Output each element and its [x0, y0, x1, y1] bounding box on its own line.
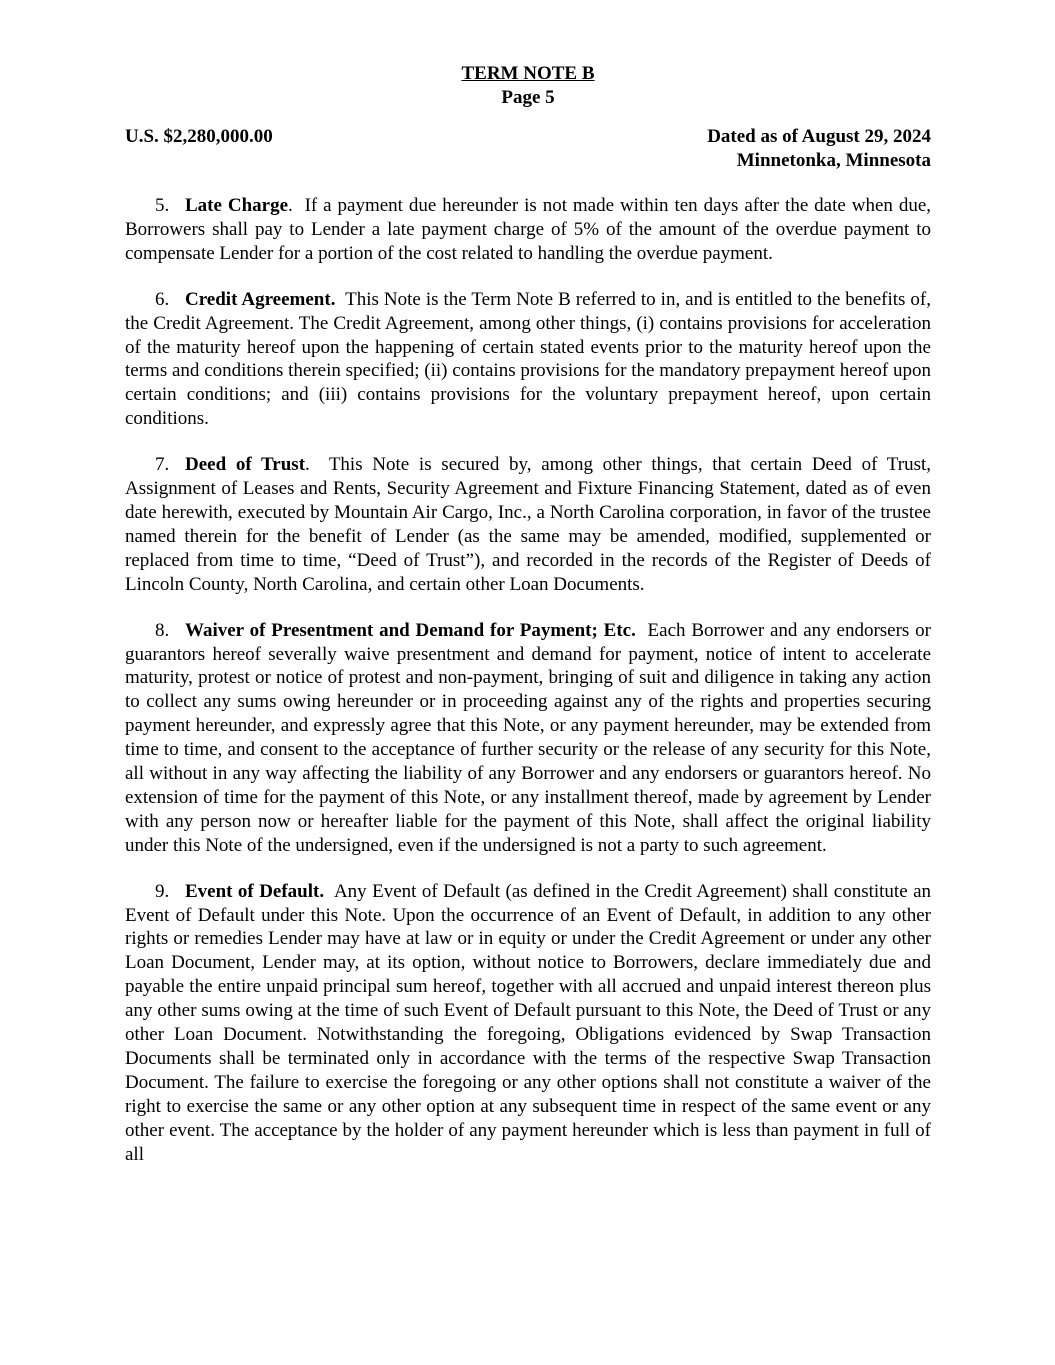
section-heading: Waiver of Presentment and Demand for Payment; Etc.: [185, 619, 636, 641]
section-heading: Event of Default.: [185, 880, 325, 902]
date-and-place: [707, 125, 931, 173]
section-text: This Note is secured by, among other things, that certain Deed of Trust, Assignment of Leases and Rents, Security Agreement and Fixture Financing Statement, dated as of even date herewith, executed by Mountain Air Cargo, Inc., a North Carolina corporation, in favor of the trustee named therein for the benefit of Lender (as the same may be amended, modified, supplemented or replaced from time to time, “Deed of Trust”), and recorded in the records of the Register of Deeds of Lincoln County, North Carolina, and certain other Loan Documents.: [125, 454, 931, 595]
section-text: This Note is the Term Note B referred to in, and is entitled to the benefits of, the Credit Agreement. The Credit Agreement, among other things, (i) contains provisions for acceleration of the maturity hereof upon the happening of certain stated events prior to the maturity hereof upon the terms and conditions therein specified; (ii) contains provisions for the mandatory prepayment hereof upon certain conditions; and (iii) contains provisions for the voluntary prepayment hereof, upon certain conditions.: [125, 288, 931, 430]
section-number: 9.: [155, 880, 170, 902]
section-heading: Late Charge: [185, 195, 289, 216]
heading-punctuation: .: [288, 195, 293, 216]
section-number: 7.: [155, 454, 170, 476]
document-title: TERM NOTE B: [461, 63, 595, 84]
page-number: Page 5: [501, 87, 555, 108]
note-date: Dated as of August 29, 2024: [707, 126, 931, 147]
section-deed-of-trust: [125, 453, 931, 596]
section-text: Any Event of Default (as defined in the Credit Agreement) shall constitute an Event of Default under this Note. Upon the occurrence of an Event of Default, in addition to any other rights or remedies Lender may have at law or in equity or under the Credit Agreement or under any other Loan Document, Lender may, at its option, without notice to Borrowers, declare immediately due and payable the entire unpaid principal sum hereof, together with all accrued and unpaid interest thereon plus any other sums owing at the time of such Event of Default pursuant to this Note, the Deed of Trust or any other Loan Document. Notwithstanding the foregoing, Obligations evidenced by Swap Transaction Documents shall be terminated only in accordance with the terms of the respective Swap Transaction Document. The failure to exercise the foregoing or any other options shall not constitute a waiver of the right to exercise the same or any other option at any subsequent time in respect of the same event or any other event. The acceptance by the holder of any payment hereunder which is less than payment in full of all: [125, 880, 931, 1165]
section-text: If a payment due hereunder is not made within ten days after the date when due, Borrowers shall pay to Lender a late payment charge of 5% of the amount of the overdue payment to compensate Lender for a portion of the cost related to handling the overdue payment.: [125, 195, 931, 264]
section-event-of-default: [125, 880, 931, 1167]
note-place: Minnetonka, Minnesota: [736, 150, 931, 171]
heading-punctuation: .: [305, 454, 310, 476]
section-waiver: [125, 619, 931, 858]
section-heading: Credit Agreement.: [185, 288, 336, 310]
section-number: 5.: [155, 195, 170, 216]
document-page: [125, 62, 931, 1167]
section-number: 8.: [155, 619, 170, 641]
note-amount: U.S. $2,280,000.00: [125, 126, 273, 147]
section-number: 6.: [155, 288, 170, 310]
section-text: Each Borrower and any endorsers or guarantors hereof severally waive presentment and demand for payment, notice of intent to accelerate maturity, protest or notice of protest and non-payment, bringing of suit and diligence in taking any action to collect any sums owing hereunder or in proceeding against any of the rights and properties securing payment hereunder, and expressly agree that this Note, or any payment hereunder, may be extended from time to time, and consent to the acceptance of further security or the release of any security for this Note, all without in any way affecting the liability of any Borrower and any endorsers or guarantors hereof. No extension of time for the payment of this Note, or any installment thereof, made by agreement by Lender with any person now or hereafter liable for the payment of this Note, shall affect the original liability under this Note of the undersigned, even if the undersigned is not a party to such agreement.: [125, 619, 931, 856]
note-meta: [125, 125, 931, 173]
section-heading: Deed of Trust: [185, 454, 306, 476]
section-credit-agreement: [125, 288, 931, 431]
section-late-charge: [125, 194, 931, 266]
document-header: [125, 62, 931, 110]
